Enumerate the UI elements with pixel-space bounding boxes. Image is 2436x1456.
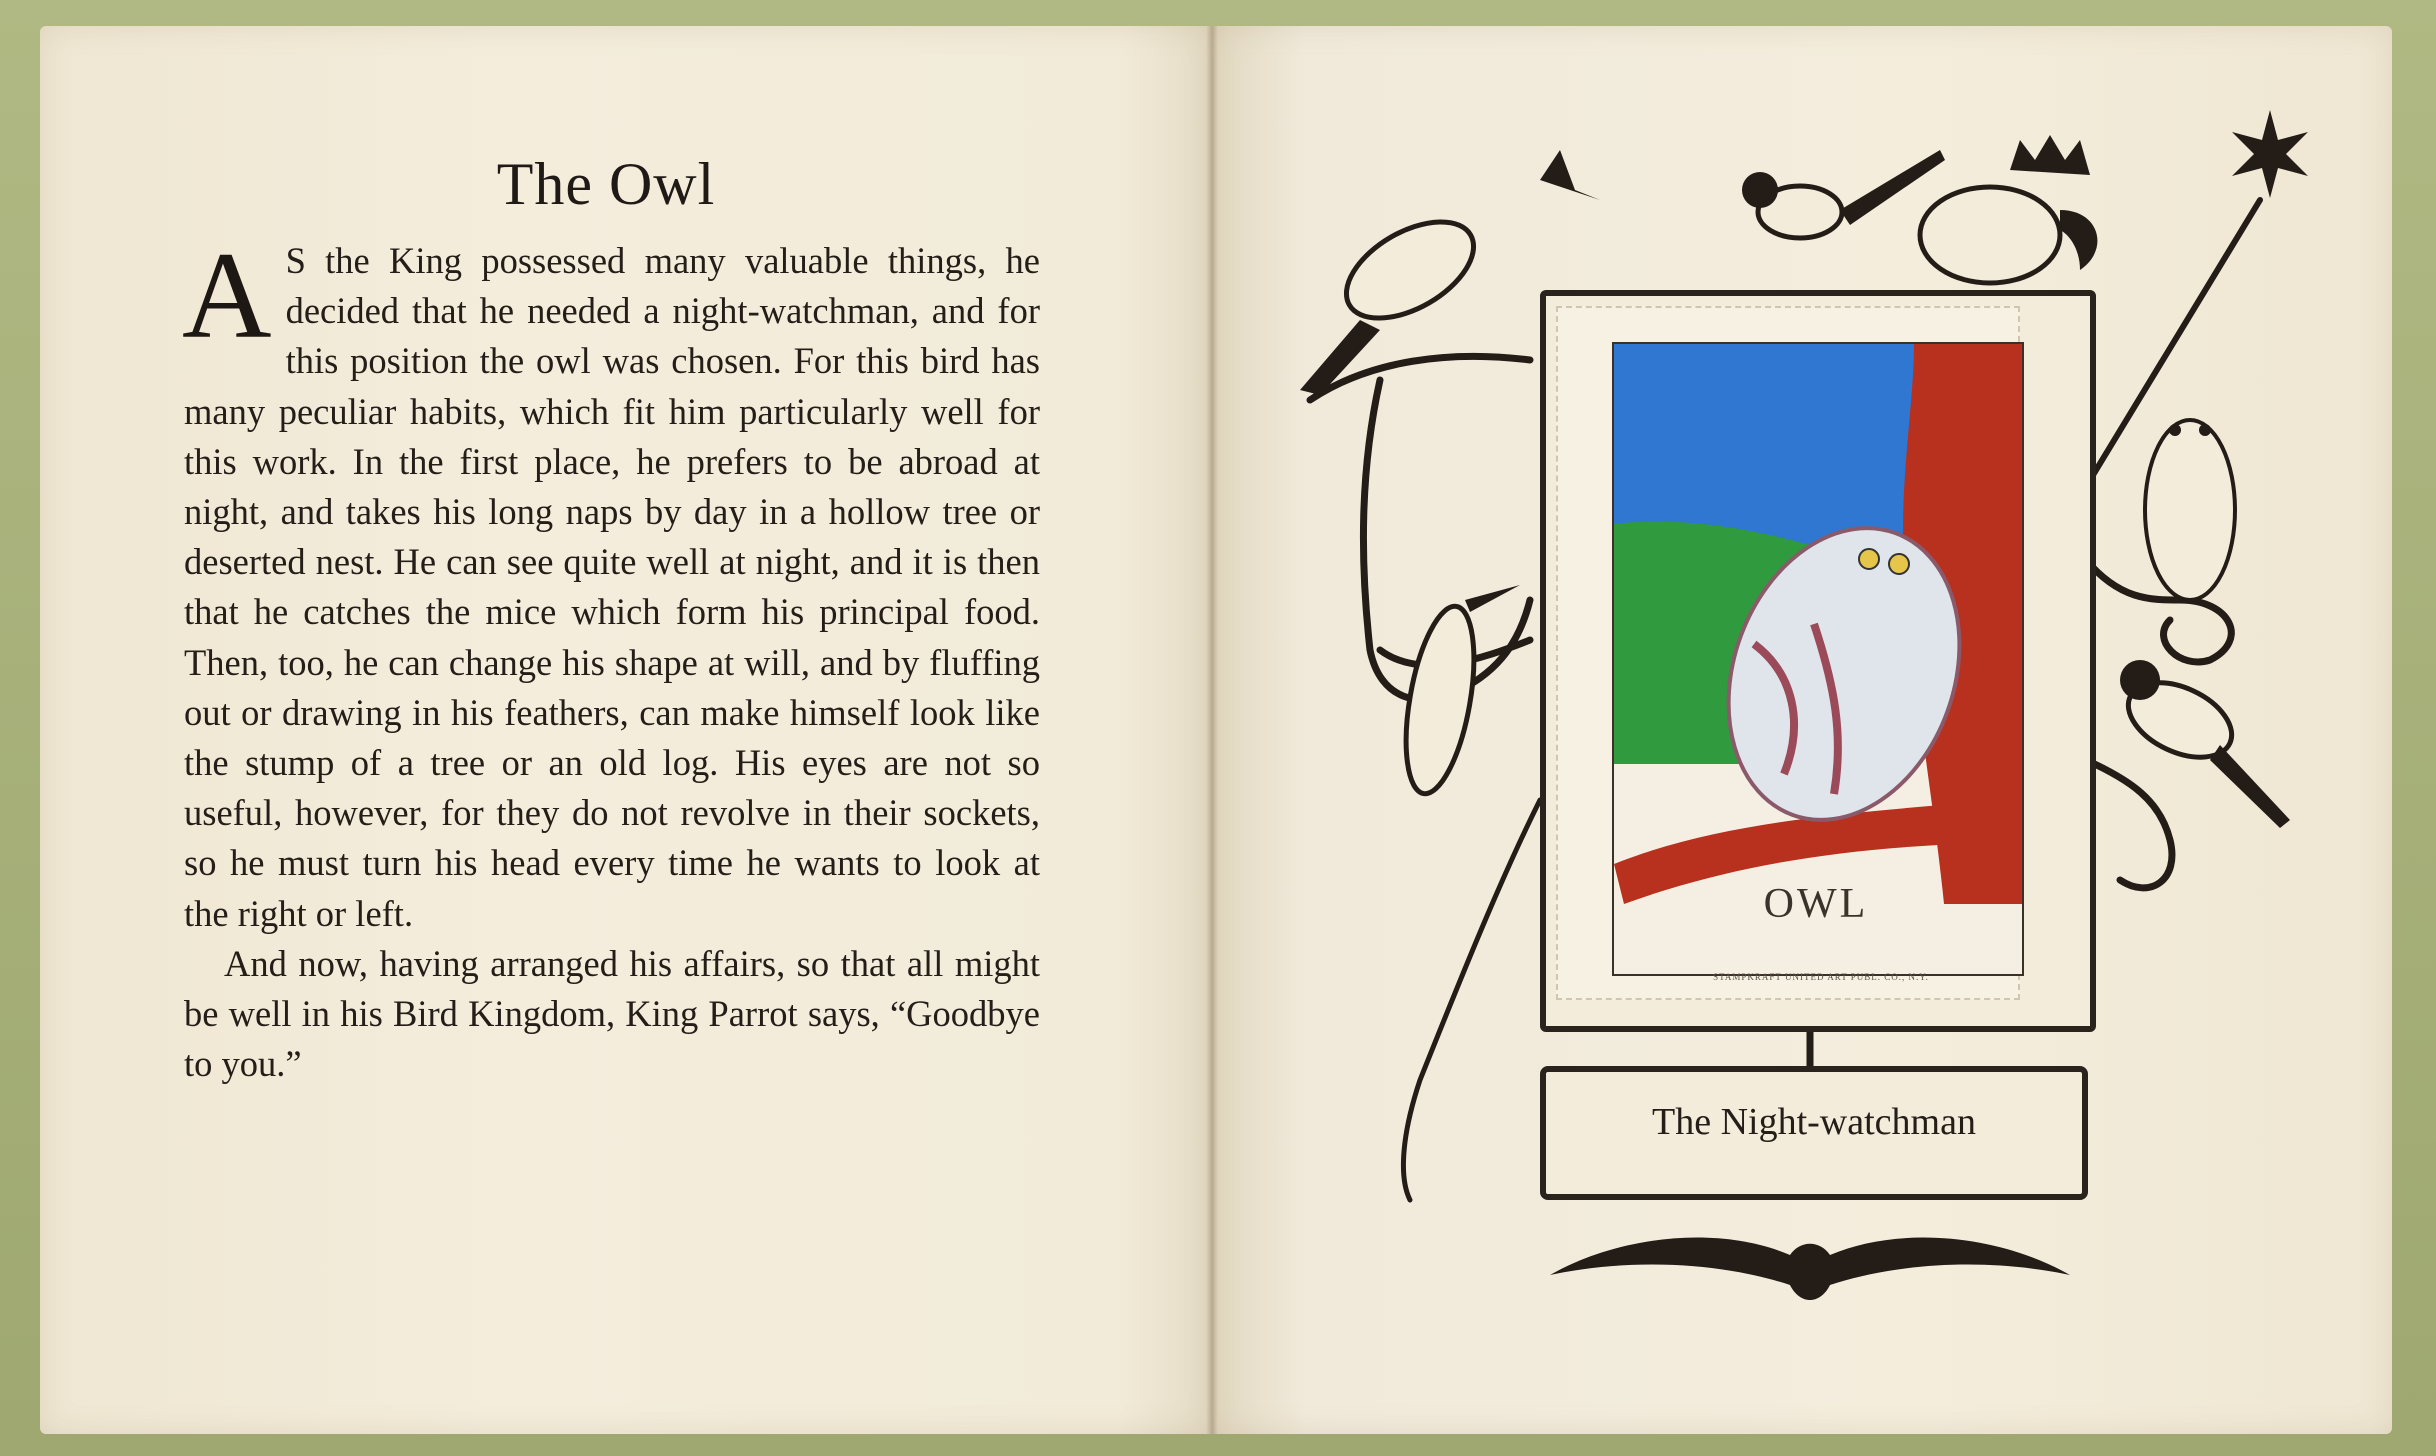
parrot-beak xyxy=(2060,210,2097,270)
parrot-body xyxy=(1920,187,2060,283)
paragraph-1-text: S the King possessed many valuable things, he decided that he needed a night-watchman, and for this position the owl was chosen. For this bird has many peculiar habits, which fit him particularly well for this work. In the first place, he prefers to be abroad at night, and takes his long naps by day in a hollow tree or deserted nest. He can see quite well at night, and it is then that he catches the mice which form his principal food. Then, too, he can change his shape at will, and by fluffing out or drawing in his feathers, can make himself look like the stump of a tree or an old log. His eyes are not so useful, however, for they do not revolve in their sockets, so he must turn his head every time he wants to look at the right or left. xyxy=(184,240,1040,934)
tail-feathers xyxy=(1403,800,1540,1200)
woodpecker-body xyxy=(1394,601,1486,799)
chapter-title: The Owl xyxy=(496,151,716,217)
shrike-head xyxy=(2120,660,2160,700)
sun-glyph xyxy=(2232,110,2308,198)
small-owl-body xyxy=(2145,420,2235,600)
stamp-label: OWL xyxy=(1763,881,1869,927)
small-owl-eye-left xyxy=(2169,424,2181,436)
shrike-tail xyxy=(2210,745,2290,828)
chickadee-head xyxy=(1742,172,1778,208)
parrot-crown xyxy=(2010,135,2090,175)
cockatoo-body xyxy=(1330,202,1489,338)
owl-eye-right xyxy=(1889,554,1909,574)
drop-cap: A xyxy=(182,227,272,364)
cockatoo-crest xyxy=(1540,150,1600,200)
stamp-credit: STAMPKRAFT UNITED ART PUBL. CO., N.Y. xyxy=(1713,972,1929,982)
woodpecker-beak xyxy=(1465,585,1520,612)
paragraph-2: And now, having arranged his affairs, so that all might be well in his Bird Kingdom, King Parrot says, “Goodbye to you.” xyxy=(184,942,1040,1085)
owl-eye-left xyxy=(1859,549,1879,569)
small-owl-eye-right xyxy=(2199,424,2211,436)
illustration-caption: The Night-watchman xyxy=(1652,1101,1976,1143)
branch-right-lower xyxy=(2086,760,2172,888)
bottom-bird-wings xyxy=(1550,1238,2070,1300)
